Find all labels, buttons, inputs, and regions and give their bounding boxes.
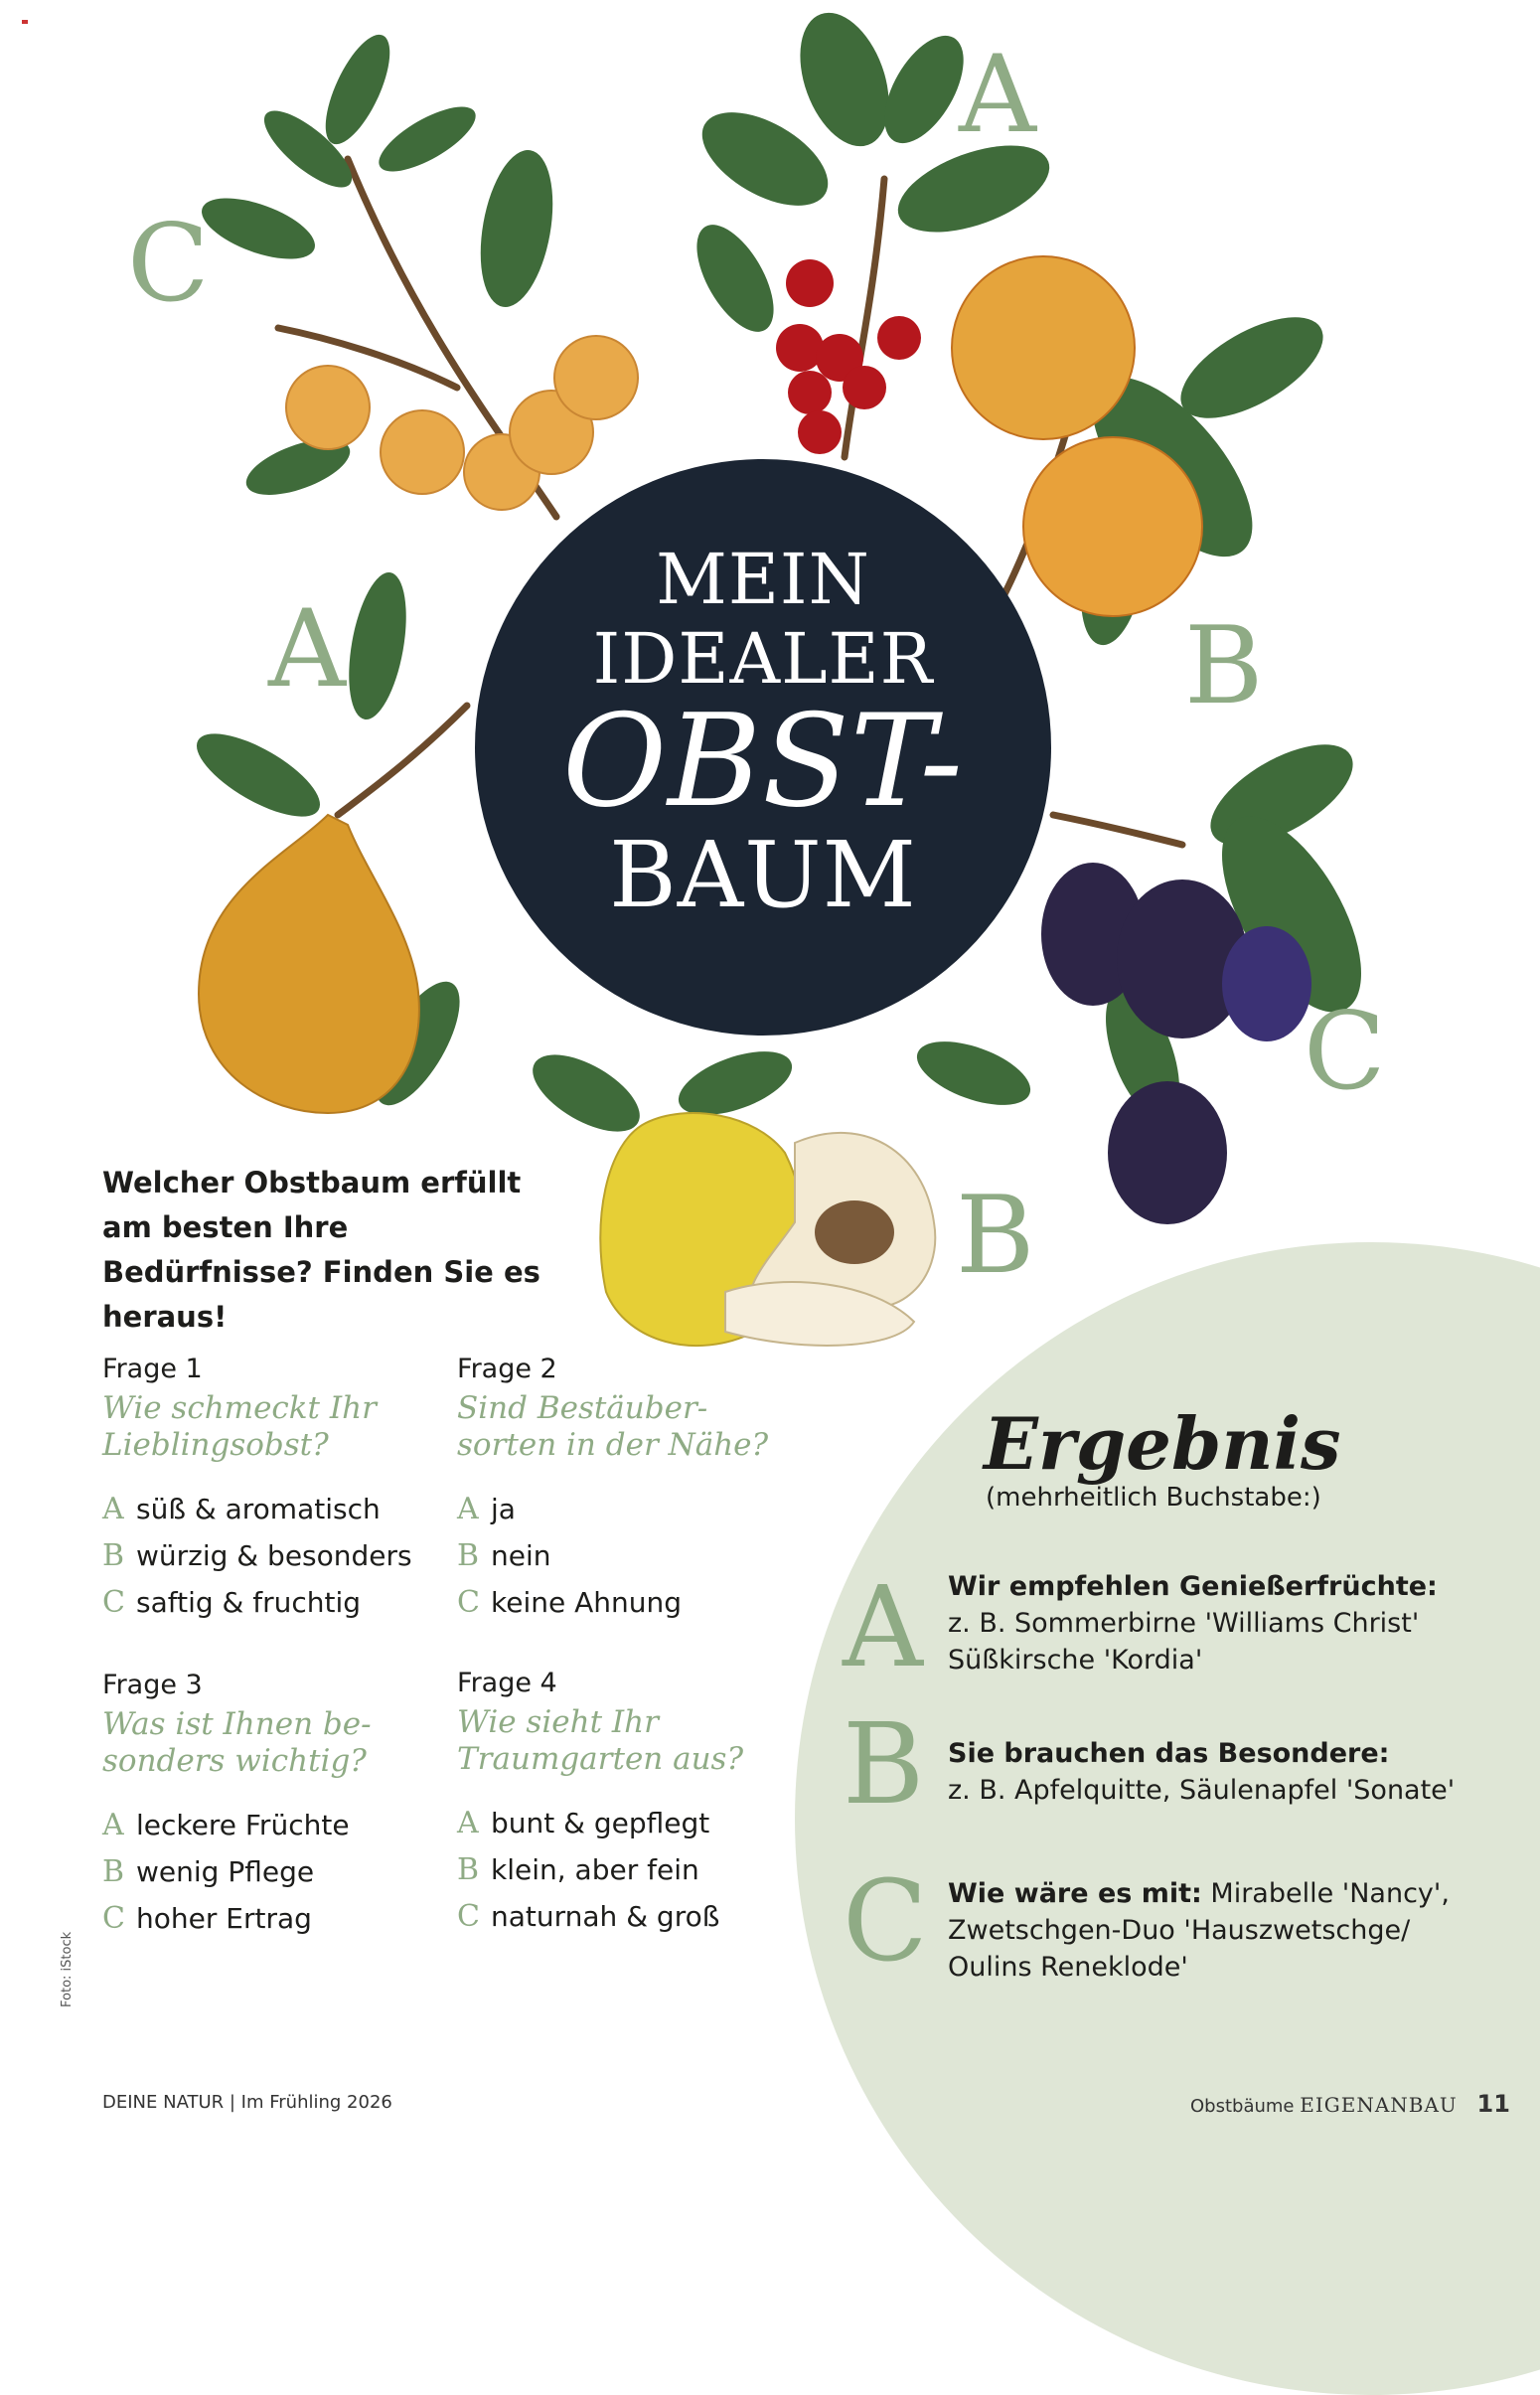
question-text: Sind Bestäuber-sorten in der Nähe? <box>457 1390 769 1463</box>
answer-option <box>457 1893 795 1940</box>
answer-letter: C <box>457 1585 480 1620</box>
result-text-c <box>948 1875 1504 1986</box>
question-4 <box>457 1668 795 1940</box>
footer-magazine: DEINE NATUR | Im Frühling 2026 <box>102 2092 392 2113</box>
answer-letter: A <box>457 1806 479 1840</box>
question-label: Frage 1 <box>102 1354 203 1384</box>
answer-letter: B <box>102 1854 125 1889</box>
title-line-1: MEIN <box>656 539 870 620</box>
answer-letter: B <box>102 1538 125 1573</box>
footer-section-brand: EIGENANBAU <box>1300 2093 1458 2117</box>
answer-letter: B <box>457 1852 480 1887</box>
title-circle <box>475 459 1051 1036</box>
answer-letter: C <box>457 1899 480 1934</box>
title-line-2: IDEALER <box>592 618 934 700</box>
question-3 <box>102 1670 440 1942</box>
intro-text: Welcher Obstbaum erfüllt am besten Ihre Bedürfnisse? Finden Sie es heraus! <box>102 1166 540 1334</box>
result-line: Zwetschgen-Duo 'Hauszwetschge/ <box>948 1915 1411 1946</box>
answer-text: wenig Pflege <box>136 1855 315 1888</box>
answer-option <box>102 1895 440 1942</box>
answer-option <box>457 1579 795 1626</box>
title-line-4: BAUM <box>609 822 917 928</box>
result-letter-b: B <box>843 1700 925 1830</box>
answer-option <box>457 1532 795 1579</box>
title-line-3: OBST- <box>562 688 964 836</box>
answer-option <box>102 1486 440 1532</box>
answer-text: ja <box>491 1493 516 1525</box>
result-letter-c: C <box>843 1857 928 1987</box>
answer-text: würzig & besonders <box>136 1539 412 1572</box>
question-label: Frage 2 <box>457 1354 557 1384</box>
question-text: Wie schmeckt Ihr Lieblingsobst? <box>102 1390 377 1463</box>
answer-text: bunt & gepflegt <box>491 1807 710 1839</box>
result-line: z. B. Apfelquitte, Säulenapfel 'Sonate' <box>948 1775 1456 1806</box>
result-text-a <box>948 1568 1504 1678</box>
plum-letter: C <box>1304 990 1386 1114</box>
question-1 <box>102 1354 440 1626</box>
answer-letter: A <box>102 1808 124 1842</box>
answer-text: leckere Früchte <box>136 1809 350 1841</box>
result-title: Ergebnis <box>984 1401 1341 1486</box>
answer-option <box>102 1579 440 1626</box>
answer-option <box>457 1800 795 1846</box>
photo-credit: Foto: iStock <box>60 1931 75 2007</box>
result-heading: Wir empfehlen Genießerfrüchte: <box>948 1571 1438 1602</box>
result-line: z. B. Sommerbirne 'Williams Christ' <box>948 1608 1420 1639</box>
answer-text: keine Ahnung <box>491 1586 683 1619</box>
question-label: Frage 3 <box>102 1670 203 1700</box>
answer-text: hoher Ertrag <box>136 1902 312 1935</box>
question-2 <box>457 1354 795 1626</box>
result-heading: Sie brauchen das Besondere: <box>948 1738 1390 1769</box>
answer-text: saftig & fruchtig <box>136 1586 362 1619</box>
answer-letter: C <box>102 1901 125 1936</box>
question-text: Was ist Ihnen be-sonders wichtig? <box>102 1706 372 1779</box>
result-subtitle: (mehrheitlich Buchstabe:) <box>986 1483 1321 1513</box>
footer-section-prefix: Obstbäume <box>1190 2096 1295 2117</box>
pear-letter: A <box>268 587 346 712</box>
result-heading: Wie wäre es mit: <box>948 1878 1202 1909</box>
answer-option <box>102 1848 440 1895</box>
result-heading-rest: Mirabelle 'Nancy', <box>1201 1878 1450 1909</box>
cherry-letter: A <box>959 33 1036 157</box>
answer-text: klein, aber fein <box>491 1853 699 1886</box>
question-label: Frage 4 <box>457 1668 557 1698</box>
page-number: 11 <box>1476 2090 1510 2118</box>
answer-text: süß & aromatisch <box>136 1493 381 1525</box>
answer-letter: C <box>102 1585 125 1620</box>
result-letter-a: A <box>843 1563 923 1692</box>
result-line: Oulins Reneklode' <box>948 1952 1188 1983</box>
question-text: Wie sieht Ihr Traumgarten aus? <box>457 1704 744 1777</box>
answer-option <box>102 1532 440 1579</box>
result-line: Süßkirsche 'Kordia' <box>948 1645 1203 1676</box>
answer-option <box>102 1802 440 1848</box>
quince-letter: B <box>956 1174 1035 1298</box>
answer-letter: A <box>457 1492 479 1526</box>
footer-section <box>1190 2090 1510 2118</box>
answer-option <box>457 1846 795 1893</box>
answer-text: naturnah & groß <box>491 1900 720 1933</box>
answer-option <box>457 1486 795 1532</box>
answer-letter: B <box>457 1538 480 1573</box>
result-text-b <box>948 1735 1504 1809</box>
answer-letter: A <box>102 1492 124 1526</box>
answer-text: nein <box>491 1539 551 1572</box>
mirabelle-letter: C <box>127 202 210 326</box>
apple-letter: B <box>1184 604 1264 728</box>
